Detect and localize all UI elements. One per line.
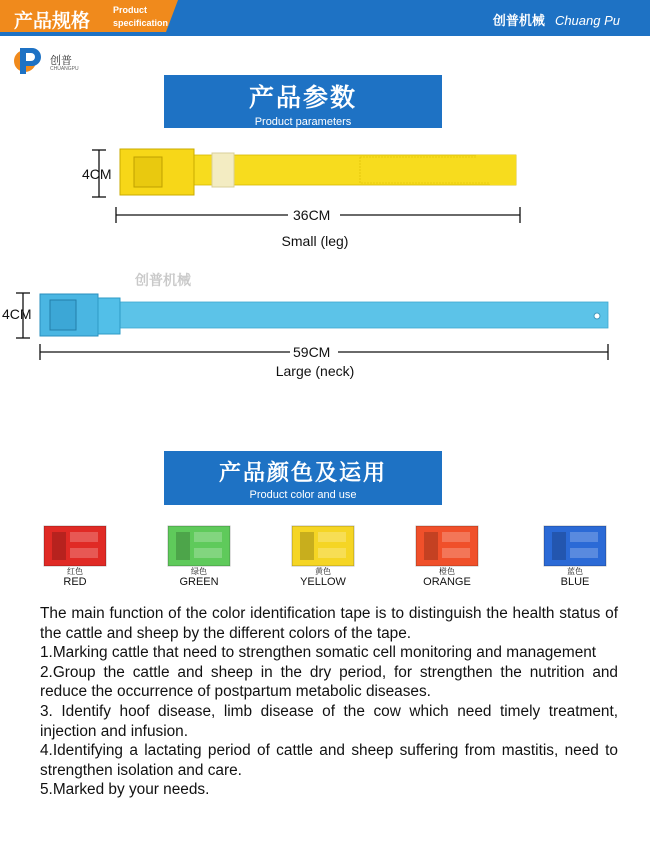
logo-text-en: CHUANGPU [50,66,79,72]
description-item-4: 4.Identifying a lactating period of cattle and sheep suffering from mastitis, need to strengthen isolation and care. [40,742,618,779]
large-tape-strap [94,302,608,328]
description-item-1: 1.Marking cattle that need to strengthen somatic cell monitoring and management [40,644,597,662]
brand-name-en: Chuang Pu [554,13,620,28]
color-swatch [542,524,608,572]
colors-banner [164,451,442,505]
logo-text-cn: 创普 [50,55,72,67]
large-tape-caption: Large (neck) [275,363,355,379]
description [40,604,618,800]
swatch-label-en: ORANGE [423,576,471,588]
params-banner-subtitle: Product parameters [254,116,352,128]
description-item-5: 5.Marked by your needs. [40,781,210,799]
swatch-label-cn: 红色 [67,567,83,576]
small-tape-loop [212,153,234,187]
description-item-2: 2.Group the cattle and sheep in the dry period, for strengthen the nutrition and reduce the occurrence of postpartum metabolic diseases. [40,663,618,701]
swatch-label-cn: 橙色 [439,567,455,576]
swatch-label-cn: 黄色 [315,567,331,576]
colors-banner-subtitle: Product color and use [249,489,357,501]
watermark-cn: 创普机械 [135,272,191,288]
small-tape-strap [190,155,516,185]
large-tape-loop [98,298,120,334]
small-length-label: 36CM [293,207,331,223]
company-logo [12,44,102,76]
large-height-label: 4CM [2,306,32,322]
small-tape-buckle-slot [134,157,162,187]
top-header-bar [0,0,650,36]
large-tape-hole [594,313,600,319]
params-banner-title: 产品参数 [248,84,357,112]
swatch-label-cn: 绿色 [191,567,207,576]
color-swatch [166,524,232,572]
section-title: 产品规格 [14,11,91,32]
colors-banner-title: 产品颜色及运用 [218,460,387,485]
swatch-label-cn: 蓝色 [567,567,583,576]
section-title-en [113,4,168,30]
swatch-label-en: YELLOW [300,576,346,588]
small-tape-caption: Small (leg) [281,233,349,249]
small-height-label: 4CM [82,166,112,182]
chuangpu-logo-icon [12,44,48,76]
swatch-label-en: RED [63,576,87,588]
description-item-3: 3. Identify hoof disease, limb disease of the cow which need timely treatment, injection and infusion. [40,702,618,740]
params-banner [164,75,442,128]
section-title-en-line2: specification [113,18,169,28]
description-intro: The main function of the color identification tape is to distinguish the health status of the cattle and sheep by the different colors of the tape. [40,605,618,642]
large-tape-buckle-slot [50,300,76,330]
color-swatch [290,524,356,572]
color-swatch [42,524,108,572]
color-swatch [414,524,480,572]
brand-name [493,10,620,29]
swatch-label-en: GREEN [179,576,219,588]
swatch-label-en: BLUE [560,576,590,588]
large-length-label: 59CM [293,344,331,360]
brand-name-cn: 创普机械 [492,13,545,28]
section-title-en-line1: Product [113,5,148,15]
